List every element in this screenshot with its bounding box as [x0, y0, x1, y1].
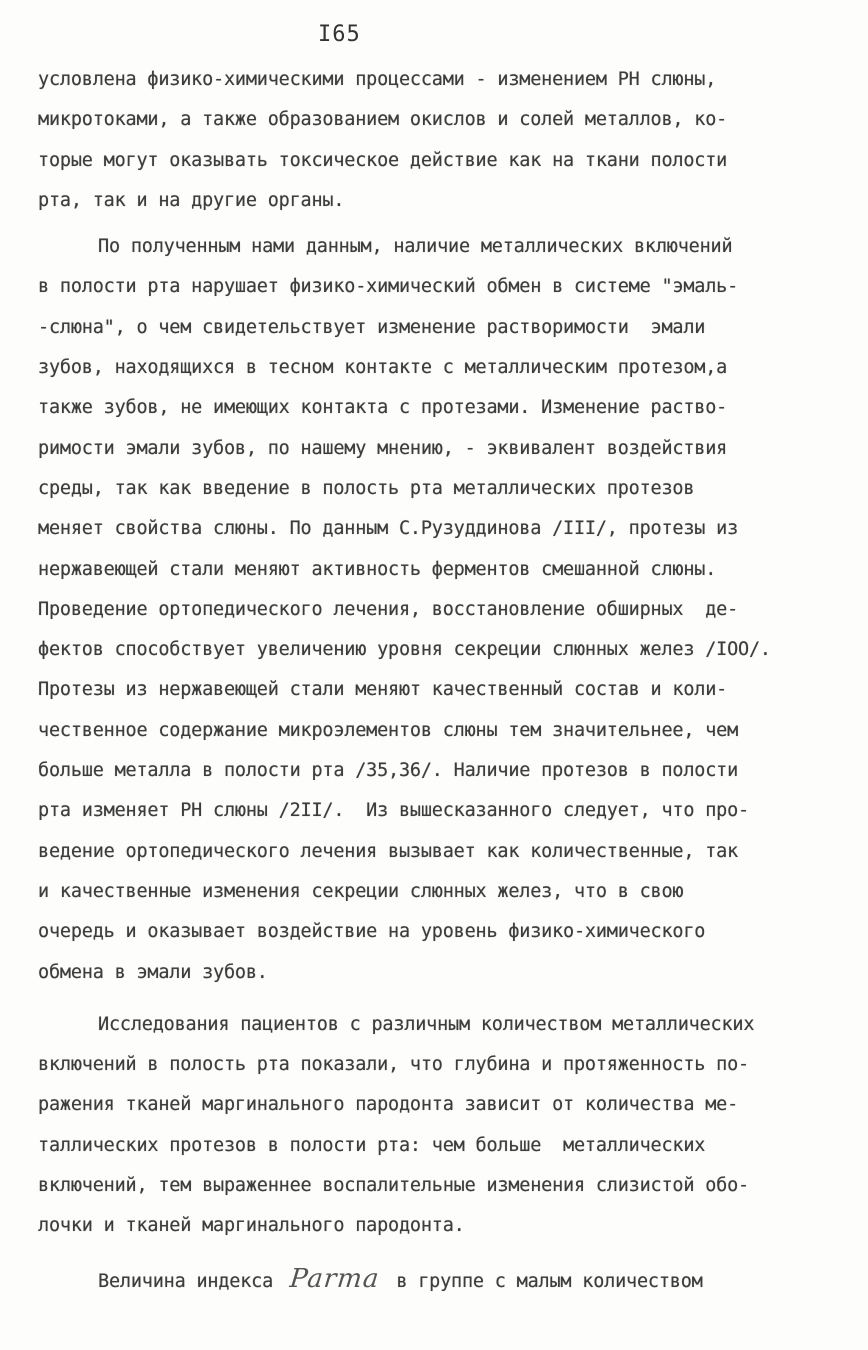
- text-line: микротоками, а также образованием окислов и солей металлов, ко-: [38, 109, 728, 131]
- text-segment: Величина индекса: [98, 1270, 284, 1292]
- text-line: включений, тем выраженнее воспалительные изменения слизистой обо-: [38, 1175, 749, 1197]
- text-line: условлена физико-химическими процессами - изменением РН слюны,: [38, 69, 717, 90]
- text-line: [38, 1259, 838, 1299]
- text-line: чественное содержание микроэлементов слюны тем значительнее, чем: [38, 719, 739, 741]
- text-line: торые могут оказывать токсическое действие как на ткани полости: [38, 149, 728, 171]
- page-number: I65: [318, 22, 361, 47]
- text-line: также зубов, не имеющих контакта с протезами. Изменение раство-: [38, 397, 728, 419]
- text-line: больше металла в полости рта /35,36/. Наличие протезов в полости: [38, 760, 739, 782]
- text-line: фектов способствует увеличению уровня секреции слюнных желез /IOO/.: [38, 639, 771, 661]
- text-line: рта, так и на другие органы.: [38, 189, 345, 211]
- text-line: обмена в эмали зубов.: [38, 961, 268, 983]
- text-line: в полости рта нарушает физико-химический обмен в системе "эмаль-: [38, 276, 739, 298]
- paragraph-3: [38, 1005, 838, 1247]
- text-line: рта изменяет РН слюны /2II/. Из вышесказанного следует, что про-: [38, 800, 749, 822]
- text-line: лочки и тканей маргинального пародонта.: [38, 1215, 465, 1237]
- paragraph-1: [38, 60, 838, 221]
- paragraph-gap: [38, 993, 838, 1005]
- text-line: Исследования пациентов с различным количеством металлических: [98, 1013, 755, 1035]
- text-line: ведение ортопедического лечения вызывает как количественные, так: [38, 840, 739, 862]
- text-line: среды, так как введение в полость рта металлических протезов: [38, 477, 695, 499]
- text-line: зубов, находящихся в тесном контакте с металлическим протезом,а: [38, 357, 728, 379]
- text-line: -слюна", о чем свидетельствует изменение растворимости эмали: [38, 316, 706, 338]
- text-line: ражения тканей маргинального пародонта зависит от количества ме-: [38, 1094, 739, 1116]
- text-line: и качественные изменения секреции слюнных желез, что в свою: [38, 880, 684, 902]
- paragraph-2: [38, 227, 838, 993]
- text-segment: в группе с малым количеством: [385, 1270, 703, 1292]
- paragraph-4: [38, 1259, 838, 1299]
- text-line: римости эмали зубов, по нашему мнению, - эквивалент воздействия: [38, 437, 728, 459]
- handwritten-index-name: Parma: [288, 1263, 381, 1294]
- body-text: [38, 60, 838, 1299]
- text-line: включений в полость рта показали, что глубина и протяженность по-: [38, 1054, 749, 1076]
- text-line: Проведение ортопедического лечения, восстановление обширных де-: [38, 598, 739, 620]
- text-line: По полученным нами данным, наличие металлических включений: [98, 236, 733, 258]
- text-line: нержавеющей стали меняют активность ферментов смешанной слюны.: [38, 558, 717, 580]
- text-line: таллических протезов в полости рта: чем больше металлических: [38, 1134, 706, 1156]
- text-line: очередь и оказывает воздействие на уровень физико-химического: [38, 921, 706, 943]
- text-line: Протезы из нержавеющей стали меняют качественный состав и коли-: [38, 679, 728, 701]
- paragraph-gap: [38, 1247, 838, 1259]
- text-line: меняет свойства слюны. По данным С.Рузуддинова /III/, протезы из: [38, 518, 739, 540]
